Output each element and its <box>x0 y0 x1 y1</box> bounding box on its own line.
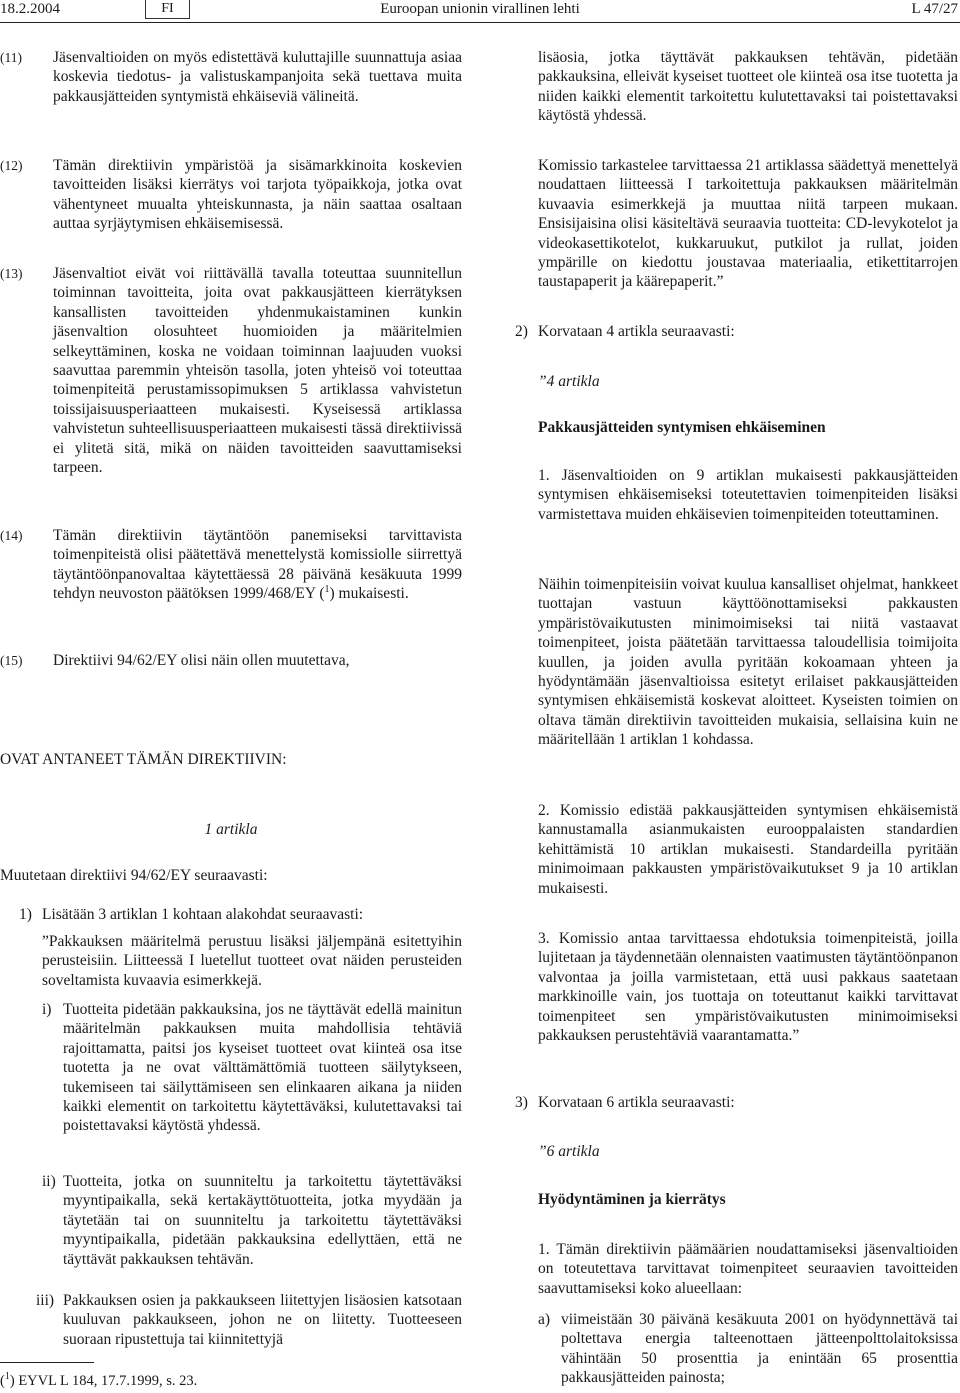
article-6-title: ”6 artikla <box>538 1143 600 1160</box>
recital-number: (15) <box>0 653 23 668</box>
criterion-label: i) <box>42 1001 52 1018</box>
point-label: 2) <box>515 323 528 340</box>
header-rule <box>0 22 960 23</box>
recital-text-end: ) mukaisesti. <box>329 585 409 603</box>
language-badge: FI <box>145 0 190 19</box>
recital-14 <box>0 526 462 604</box>
recital-13 <box>0 264 462 477</box>
point-text: Korvataan 4 artikla seuraavasti: <box>538 323 735 340</box>
article-4-title: ”4 artikla <box>538 373 600 390</box>
footnote-rule <box>0 1362 94 1363</box>
point-text: Korvataan 6 artikla seuraavasti: <box>538 1094 735 1111</box>
recital-text: Jäsenvaltioiden on myös edistettävä kuluttajille suunnattuja asiaa koskevia tiedotus- ja valistuskampanjoita sekä tuettava muita pakkausjätteiden syntymistä ehkäiseviä välineitä. <box>53 49 462 105</box>
footnote-ref: 1 <box>324 584 330 596</box>
criterion-text: Tuotteita, jotka on suunniteltu ja tarkoitettu täytettäväksi myyntipaikalla, sekä kertakäyttötuotteita, jotka myydään ja täytetään tai on suunniteltu ja tarkoitettu täytettäväksi myyntipaikalla, pidetään pakkauksina edellyttäen, että ne täyttävät pakkauksen tehtävän. <box>63 1173 462 1268</box>
recital-number: (13) <box>0 266 23 281</box>
point-label: 1) <box>19 906 32 923</box>
criterion-iii-continuation: lisäosia, jotka täyttävät pakkauksen tehtävän, pidetään pakkauksina, elleivät kyseiset tuotteet ole kiinteä osa itse tuotetta ja niiden kaikki elementit tarkoitettu kulutettavaksi tai poistettavaksi käytöstä yhdessä. <box>538 49 958 125</box>
recital-text <box>53 526 462 604</box>
adoption-formula: OVAT ANTANEET TÄMÄN DIREKTIIVIN: <box>0 751 287 768</box>
article-6-item-a <box>538 1310 958 1388</box>
article-4-paragraph-1: 1. Jäsenvaltioiden on 9 artiklan mukaisesti pakkausjätteiden syntymisen ehkäisemiseksi toteutettavien toimenpiteiden lisäksi varmistettava muiden ehkäisevien toimenpiteiden toteuttaminen. <box>538 467 958 523</box>
point-label: 3) <box>515 1094 528 1111</box>
footnote-text: EYVL L 184, 17.7.1999, s. 23. <box>18 1373 198 1389</box>
recital-11 <box>0 48 462 106</box>
amendment-intro: Muutetaan direktiivi 94/62/EY seuraavasti: <box>0 867 268 884</box>
criterion-iii <box>0 1291 462 1349</box>
footnote: ($^1$) EYVL L 184, 17.7.1999, s. 23. <box>0 1371 198 1389</box>
article-4-paragraph-3: 3. Komissio antaa tarvittaessa ehdotuksia toimenpiteistä, joilla lujitetaan ja täydennetään olennaisten vaatimusten täytäntöönpanon valvontaa ja joilla varmistetaan, että uusi pakkaus saatetaan markkinoille vain, jos tuottaja on toteuttanut kaikki tarvittavat toimenpiteet sen ympäristövaikutusten minimoimiseksi pakkauksen perustehtäviä vaarantamatta.” <box>538 930 958 1045</box>
commission-review-paragraph: Komissio tarkastelee tarvittaessa 21 artiklassa säädettyä menettelyä noudattaen liitteessä I tarkoitettuja pakkauksen määritelmän kuvaavia esimerkkejä ja muuttaa niitä tarpeen mukaan. Ensisijaisina olisi käsiteltävä seuraavia tuotteita: CD-levykotelot ja videokasettikotelot, kukkaruukut, putkilot ja rullat, joiden ympärille on kiedottu joustavaa materiaalia, etikettitarrojen taustapaperit ja käärepaperit.” <box>538 157 958 291</box>
recital-text-part: Tämän direktiivin täytäntöön panemiseksi tarvittavista toimenpiteistä olisi päätettävä menettelystä komissiolle siirrettyä täytäntöönpanovaltaa käytettäessä 28 päivänä kesäkuuta 1999 tehdyn neuvoston päätöksen 1999/468/EY ( <box>53 527 462 603</box>
criterion-text: Tuotteita pidetään pakkauksina, jos ne täyttävät edellä mainitun määritelmän pakkauksen muita mahdollisia tehtäviä rajoittamatta, paitsi jos kyseiset tuotteet ovat kiinteä osa itse tuotetta ja ne ovat välttämättömiä tuotteen säilytykseen, tukemiseen tai säilyttämiseen sen elinkaaren aikana ja niiden kaikki elementit on tarkoitettu käytettäväksi, kulutettavaksi tai poistettavaksi käytöstä yhdessä. <box>63 1001 462 1135</box>
criterion-text: Pakkauksen osien ja pakkaukseen liitettyjen lisäosien katsotaan kuuluvan pakkaukseen, johon ne on liitetty. Tuotteeseen suoraan ripustettuja tai kiinnitettyjä <box>63 1292 462 1348</box>
header-date: 18.2.2004 <box>0 1 60 17</box>
article-4-paragraph-2: 2. Komissio edistää pakkausjätteiden syntymisen ehkäisemistä kannustamalla asianmukaisten eurooppalaisten standardien kehittämistä 10 artiklan mukaisesti. Standardeilla pyritään minimoimaan pakkausten ympäristövaikutukset 9 ja 10 artiklan mukaisesti. <box>538 802 958 897</box>
recital-text: Tämän direktiivin ympäristöä ja sisämarkkinoita koskevien tavoitteiden lisäksi kierrätys voi tarjota työpaikkoja, jotka ovat vähentyneet muualta yhteiskunnasta, ja näin saattaa osaltaan auttaa syrjäytymisen ehkäisemisessä. <box>53 157 462 233</box>
journal-title: Euroopan unionin virallinen lehti <box>380 1 580 17</box>
recital-number: (14) <box>0 528 23 543</box>
criterion-ii <box>0 1172 462 1269</box>
recital-text: Direktiivi 94/62/EY olisi näin ollen muutettava, <box>53 652 350 669</box>
recital-15 <box>0 651 462 670</box>
recital-text: Jäsenvaltiot eivät voi riittävällä tavalla toteuttaa suunnitellun toiminnan tavoitteita, joita ovat pakkausjätteen kierrätyksen kansallisten tavoitteiden yhdenmukaistaminen kunkin jäsenvaltion olosuhteet huomioiden ja määritelmien selkeyttäminen, koska ne voidaan toiminnan laajuuden vuoksi saavuttaa paremmin yhteisön tasolla, joten yhteisö voi toteuttaa toimenpiteitä perustamissopimuksen 5 artiklassa vahvistetun toissijaisuusperiaatteen mukaisesti. Kyseisessä artiklassa vahvistetun suhteellisuusperiaatteen mukaisesti tässä direktiivissä ei ylitetä sitä, mikä on näiden tavoitteiden saavuttamiseksi tarpeen. <box>53 265 462 477</box>
recital-number: (12) <box>0 158 23 173</box>
recital-12 <box>0 156 462 234</box>
item-text: viimeistään 30 päivänä kesäkuuta 2001 on hyödynnettävä tai poltettava energia talteenottaen jätteenpolttolaitoksissa vähintään 50 prosenttia ja enintään 65 prosenttia pakkausjätteiden painosta; <box>561 1311 958 1387</box>
item-label: a) <box>538 1311 551 1328</box>
article-4-paragraph-1-second: Näihin toimenpiteisiin voivat kuulua kansalliset ohjelmat, hankkeet tuottajan vastuun käyttöönottamiseksi pakkausten ympäristövaikutusten minimoimiseksi tai niitä vastaavat toimenpiteet, joista päätetään tarvittaessa taloudellisia toimijoita kuullen, ja joiden avulla pyritään kokoamaan yhteen ja hyödyntämään jäsenvaltioissa esitetyt erilaiset pakkausjätteiden syntymisen ehkäisemistä koskevat aloitteet. Kyseisten toimien on oltava tämän direktiivin tavoitteiden mukaisia, sellaisina kuin ne määritellään 1 artiklan 1 kohdassa. <box>538 576 958 749</box>
point-text: Lisätään 3 artiklan 1 kohtaan alakohdat seuraavasti: <box>42 906 364 923</box>
article-6-paragraph-1: 1. Tämän direktiivin päämäärien noudattamiseksi jäsenvaltioiden on toteutettava tarvittavat toimenpiteet seuraavien tavoitteiden saavuttamiseksi koko alueellaan: <box>538 1241 958 1297</box>
recital-number: (11) <box>0 50 22 65</box>
article-1-title: 1 artikla <box>204 821 258 838</box>
criterion-i <box>0 1000 462 1136</box>
article-4-heading: Pakkausjätteiden syntymisen ehkäiseminen <box>538 419 826 436</box>
article-6-heading: Hyödyntäminen ja kierrätys <box>538 1191 726 1208</box>
footnote-mark: 1 <box>4 1371 10 1383</box>
definition-intro: ”Pakkauksen määritelmä perustuu lisäksi jäljempänä esitettyihin perusteisiin. Liitteessä I luetellut tuotteet ovat näiden perusteiden soveltamista kuvaavia esimerkkejä. <box>42 933 462 989</box>
criterion-label: ii) <box>42 1173 56 1190</box>
page-number: L 47/27 <box>911 1 958 17</box>
criterion-label: iii) <box>36 1292 55 1309</box>
